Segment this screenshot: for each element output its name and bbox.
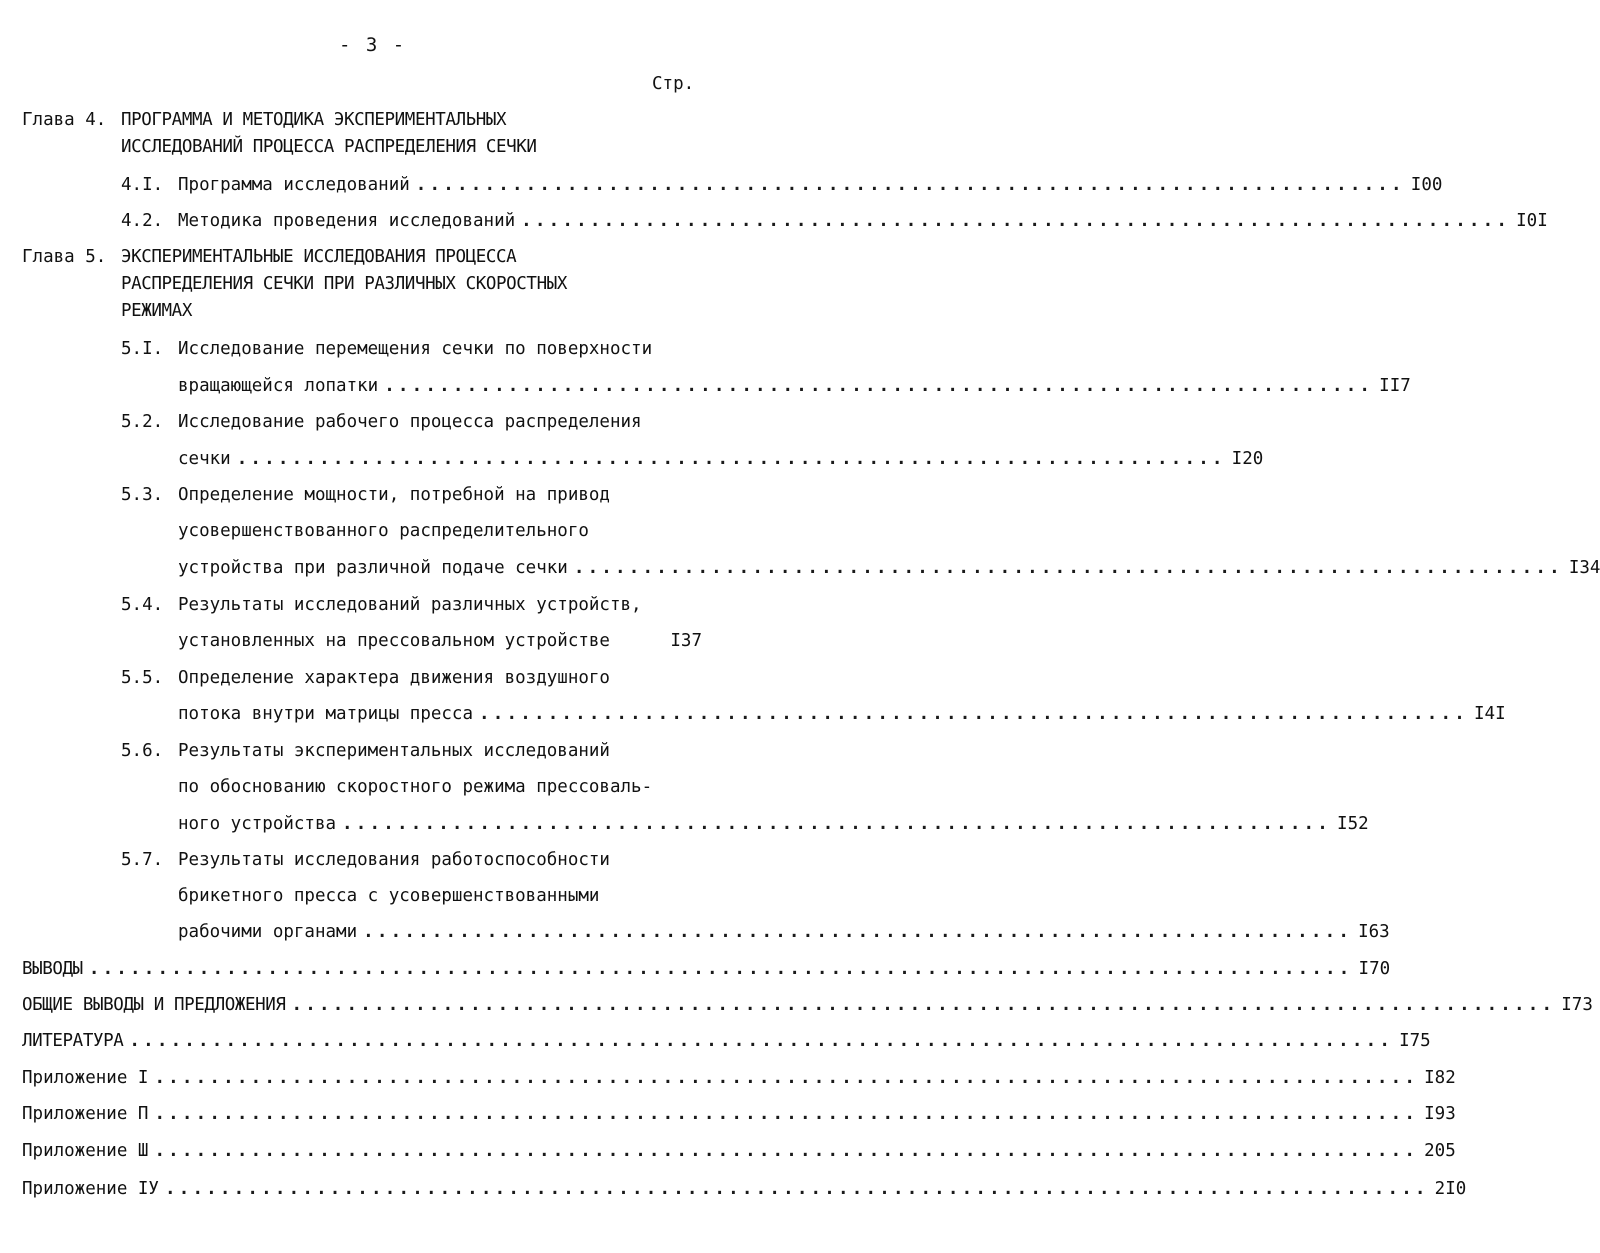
entry-title: ВЫВОДЫ bbox=[22, 959, 83, 979]
leader-dots: ........................................................................ bbox=[342, 814, 1332, 834]
section-title-line: по обоснованию скоростного режима прессоваль- bbox=[178, 777, 653, 797]
section-number: 5.2. bbox=[121, 412, 164, 432]
toc-entry[interactable] bbox=[121, 211, 1548, 231]
page-ref: I73 bbox=[1561, 995, 1593, 1015]
toc-entry[interactable] bbox=[22, 995, 1593, 1015]
page-ref: I52 bbox=[1337, 814, 1369, 834]
page-ref: I00 bbox=[1410, 175, 1443, 195]
toc-entry[interactable] bbox=[22, 1068, 1456, 1088]
section-title: Программа исследований bbox=[178, 175, 410, 195]
chapter-label: Глава 4. bbox=[22, 110, 107, 130]
leader-dots: ............................................................................................ bbox=[154, 1141, 1419, 1161]
leader-dots: ........................................................................ bbox=[384, 376, 1374, 396]
toc-entry[interactable] bbox=[22, 1141, 1456, 1161]
entry-title: ОБЩИЕ ВЫВОДЫ И ПРЕДЛОЖЕНИЯ bbox=[22, 995, 286, 1015]
chapter-title-line: ИССЛЕДОВАНИЙ ПРОЦЕССА РАСПРЕДЕЛЕНИЯ СЕЧКИ bbox=[121, 137, 537, 157]
page-ref: I93 bbox=[1424, 1104, 1456, 1124]
toc-entry[interactable] bbox=[121, 175, 1443, 195]
chapter-title-line: ПРОГРАММА И МЕТОДИКА ЭКСПЕРИМЕНТАЛЬНЫХ bbox=[121, 110, 507, 130]
chapter-4-heading bbox=[22, 110, 506, 130]
toc-entry[interactable] bbox=[178, 376, 1411, 396]
toc-entry[interactable] bbox=[178, 449, 1264, 469]
section-title-line: Исследование рабочего процесса распределения bbox=[178, 412, 642, 432]
section-title-line: Результаты исследования работоспособности bbox=[178, 850, 610, 870]
section-title: вращающейся лопатки bbox=[178, 376, 379, 396]
entry-title: Приложение IУ bbox=[22, 1179, 159, 1199]
leader-dots: ........................................................................ bbox=[236, 449, 1226, 469]
entry-title: Приложение I bbox=[22, 1068, 149, 1088]
leader-dots: ............................................................................................ bbox=[129, 1031, 1394, 1051]
section-title: устройства при различной подаче сечки bbox=[178, 558, 568, 578]
section-title: Методика проведения исследований bbox=[178, 211, 516, 231]
page-ref: 2I0 bbox=[1434, 1179, 1467, 1199]
section-title-line: усовершенствованного распределительного bbox=[178, 521, 589, 541]
page-ref: I63 bbox=[1358, 922, 1390, 942]
section-number: 5.5. bbox=[121, 668, 164, 688]
section-title-line: Определение мощности, потребной на привод bbox=[178, 485, 610, 505]
section-title: ного устройства bbox=[178, 814, 337, 834]
page-ref: I70 bbox=[1358, 959, 1391, 979]
leader-dots: ........................................................................ bbox=[479, 704, 1468, 724]
leader-dots: ............................................................................................ bbox=[154, 1104, 1419, 1124]
section-number: 4.I. bbox=[121, 175, 164, 195]
chapter-title-line: РЕЖИМАХ bbox=[121, 301, 192, 321]
toc-entry[interactable] bbox=[178, 558, 1600, 578]
chapter-title-line: ЭКСПЕРИМЕНТАЛЬНЫЕ ИССЛЕДОВАНИЯ ПРОЦЕССА bbox=[121, 247, 517, 267]
page-column-header: Стр. bbox=[652, 74, 695, 94]
page-ref: I34 bbox=[1568, 558, 1600, 578]
page-ref: I37 bbox=[670, 631, 702, 651]
leader-dots: ............................................................................................ bbox=[291, 995, 1556, 1015]
leader-dots: ............................................................................................ bbox=[88, 959, 1353, 979]
leader-dots: ........................................................................ bbox=[521, 211, 1511, 231]
section-number: 5.I. bbox=[121, 339, 164, 359]
page-ref: I0I bbox=[1516, 211, 1548, 231]
section-number: 5.6. bbox=[121, 741, 164, 761]
section-title: установленных на прессовальном устройстве bbox=[178, 631, 610, 651]
leader-dots: ........................................................................ bbox=[415, 175, 1405, 195]
toc-entry[interactable] bbox=[22, 1031, 1431, 1051]
section-title-line: Результаты исследований различных устройств, bbox=[178, 595, 642, 615]
page-ref: 205 bbox=[1424, 1141, 1456, 1161]
toc-entry[interactable] bbox=[22, 1179, 1467, 1199]
page-ref: I82 bbox=[1424, 1068, 1456, 1088]
leader-dots: ............................................................................................ bbox=[164, 1179, 1429, 1199]
section-title: сечки bbox=[178, 449, 231, 469]
section-title: рабочими органами bbox=[178, 922, 358, 942]
section-title-line: Исследование перемещения сечки по поверхности bbox=[178, 339, 653, 359]
page-ref: I4I bbox=[1474, 704, 1506, 724]
section-title: потока внутри матрицы пресса bbox=[178, 704, 474, 724]
entry-title: ЛИТЕРАТУРА bbox=[22, 1031, 124, 1051]
section-number: 5.4. bbox=[121, 595, 164, 615]
section-title-line: Результаты экспериментальных исследований bbox=[178, 741, 610, 761]
chapter-label: Глава 5. bbox=[22, 247, 107, 267]
section-number: 4.2. bbox=[121, 211, 164, 231]
toc-entry[interactable] bbox=[178, 631, 702, 651]
chapter-title-line: РАСПРЕДЕЛЕНИЯ СЕЧКИ ПРИ РАЗЛИЧНЫХ СКОРОСТНЫХ bbox=[121, 274, 567, 294]
page-ref: I75 bbox=[1399, 1031, 1431, 1051]
section-title-line: Определение характера движения воздушного bbox=[178, 668, 610, 688]
leader-dots: ............................................................................................ bbox=[154, 1068, 1419, 1088]
entry-title: Приложение Ш bbox=[22, 1141, 149, 1161]
entry-title: Приложение П bbox=[22, 1104, 149, 1124]
leader-dots: ........................................................................ bbox=[573, 558, 1563, 578]
toc-entry[interactable] bbox=[22, 959, 1391, 979]
page-number: - 3 - bbox=[339, 34, 407, 56]
chapter-5-heading bbox=[22, 247, 516, 267]
toc-entry[interactable] bbox=[178, 922, 1390, 942]
leader-dots: ........................................................................ bbox=[363, 922, 1353, 942]
section-number: 5.7. bbox=[121, 850, 164, 870]
section-title-line: брикетного пресса с усовершенствованными bbox=[178, 886, 600, 906]
section-number: 5.3. bbox=[121, 485, 164, 505]
page-ref: I20 bbox=[1231, 449, 1264, 469]
toc-entry[interactable] bbox=[178, 704, 1506, 724]
toc-entry[interactable] bbox=[178, 814, 1369, 834]
toc-entry[interactable] bbox=[22, 1104, 1456, 1124]
page-ref: II7 bbox=[1379, 376, 1411, 396]
